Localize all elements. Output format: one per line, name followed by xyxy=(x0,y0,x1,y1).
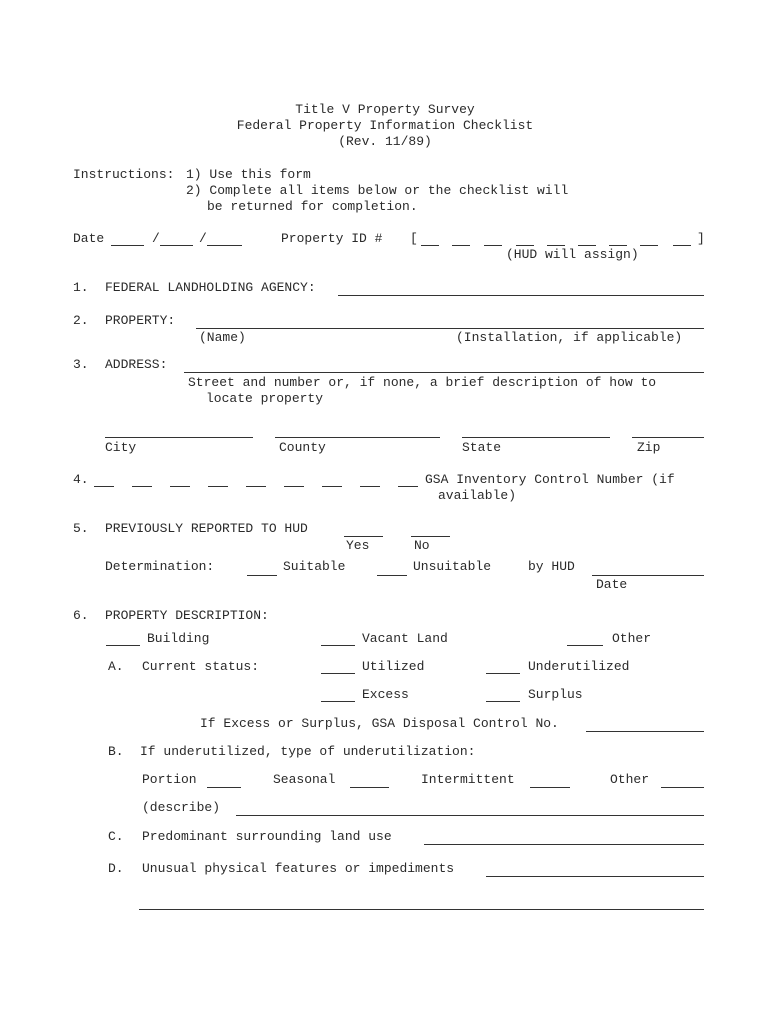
seasonal-label: Seasonal xyxy=(273,772,336,787)
no-caption: No xyxy=(414,538,430,553)
previously-reported-no-field[interactable] xyxy=(411,536,450,537)
instruction-1: 1) Use this form xyxy=(186,167,311,182)
property-id-label: Property ID # xyxy=(281,231,383,246)
section-c-letter: C. xyxy=(108,829,124,844)
gsa-inventory-digit[interactable] xyxy=(170,486,190,487)
instruction-2-continued: be returned for completion. xyxy=(207,199,418,214)
property-id-digit[interactable] xyxy=(578,245,596,246)
property-field[interactable] xyxy=(196,328,704,329)
previously-reported-yes-field[interactable] xyxy=(344,536,383,537)
date-year-field[interactable] xyxy=(207,245,242,246)
determination-date-caption: Date xyxy=(596,577,628,592)
landholding-agency-field[interactable] xyxy=(338,295,704,296)
excess-field[interactable] xyxy=(321,701,355,702)
county-field[interactable] xyxy=(275,437,440,438)
gsa-inventory-digit[interactable] xyxy=(246,486,266,487)
date-label: Date xyxy=(73,231,105,246)
property-id-digit[interactable] xyxy=(452,245,470,246)
vacant-land-field[interactable] xyxy=(321,645,355,646)
form-revision: (Rev. 11/89) xyxy=(338,134,432,149)
hud-assign-note: (HUD will assign) xyxy=(506,247,639,262)
gsa-inventory-digit[interactable] xyxy=(322,486,342,487)
section-d-letter: D. xyxy=(108,861,124,876)
date-month-field[interactable] xyxy=(111,245,144,246)
address-field[interactable] xyxy=(184,372,704,373)
state-caption: State xyxy=(462,440,502,455)
intermittent-field[interactable] xyxy=(530,787,570,788)
property-id-digit[interactable] xyxy=(609,245,627,246)
item-3-number: 3. xyxy=(73,357,89,372)
address-caption-continued: locate property xyxy=(206,391,324,406)
disposal-control-label: If Excess or Surplus, GSA Disposal Control No. xyxy=(200,716,559,731)
excess-label: Excess xyxy=(362,687,409,702)
date-day-field[interactable] xyxy=(160,245,193,246)
instruction-2: 2) Complete all items below or the checklist will xyxy=(186,183,569,198)
surplus-label: Surplus xyxy=(528,687,583,702)
form-title: Title V Property Survey xyxy=(295,102,475,117)
physical-features-field[interactable] xyxy=(486,876,704,877)
date-slash-1: / xyxy=(152,231,160,246)
item-2-number: 2. xyxy=(73,313,89,328)
city-field[interactable] xyxy=(105,437,253,438)
underutilization-other-field[interactable] xyxy=(661,787,704,788)
utilized-label: Utilized xyxy=(362,659,425,674)
disposal-control-field[interactable] xyxy=(586,731,704,732)
intermittent-label: Intermittent xyxy=(421,772,515,787)
property-id-digit[interactable] xyxy=(516,245,534,246)
property-id-open-bracket: [ xyxy=(410,231,418,246)
property-id-digit[interactable] xyxy=(547,245,565,246)
underutilized-label: Underutilized xyxy=(528,659,630,674)
property-name-caption: (Name) xyxy=(199,330,246,345)
surrounding-land-use-label: Predominant surrounding land use xyxy=(142,829,392,844)
gsa-inventory-digit[interactable] xyxy=(94,486,114,487)
vacant-land-label: Vacant Land xyxy=(362,631,448,646)
by-hud-label: by HUD xyxy=(528,559,575,574)
physical-features-label: Unusual physical features or impediments xyxy=(142,861,455,876)
property-id-digit[interactable] xyxy=(673,245,691,246)
underutilization-other-label: Other xyxy=(610,772,650,787)
item-6-number: 6. xyxy=(73,608,89,623)
zip-caption: Zip xyxy=(637,440,661,455)
unsuitable-label: Unsuitable xyxy=(413,559,492,574)
property-id-close-bracket: ] xyxy=(697,231,705,246)
other-type-label: Other xyxy=(612,631,652,646)
address-caption: Street and number or, if none, a brief description of how to xyxy=(188,375,657,390)
previously-reported-label: PREVIOUSLY REPORTED TO HUD xyxy=(105,521,308,536)
underutilized-field[interactable] xyxy=(486,673,520,674)
section-b-letter: B. xyxy=(108,744,124,759)
underutilization-type-label: If underutilized, type of underutilization: xyxy=(140,744,476,759)
unsuitable-field[interactable] xyxy=(377,575,407,576)
zip-field[interactable] xyxy=(632,437,704,438)
form-subtitle: Federal Property Information Checklist xyxy=(236,118,534,133)
surrounding-land-use-field[interactable] xyxy=(424,844,704,845)
date-slash-2: / xyxy=(199,231,207,246)
gsa-inventory-caption-continued: available) xyxy=(438,488,517,503)
yes-caption: Yes xyxy=(346,538,370,553)
describe-field[interactable] xyxy=(236,815,704,816)
gsa-inventory-digit[interactable] xyxy=(398,486,418,487)
address-label: ADDRESS: xyxy=(105,357,168,372)
item-5-number: 5. xyxy=(73,521,89,536)
suitable-field[interactable] xyxy=(247,575,277,576)
instructions-label: Instructions: xyxy=(73,167,175,182)
gsa-inventory-caption: GSA Inventory Control Number (if xyxy=(425,472,675,487)
suitable-label: Suitable xyxy=(283,559,346,574)
gsa-inventory-digit[interactable] xyxy=(284,486,304,487)
utilized-field[interactable] xyxy=(321,673,355,674)
gsa-inventory-digit[interactable] xyxy=(132,486,152,487)
landholding-agency-label: FEDERAL LANDHOLDING AGENCY: xyxy=(105,280,316,295)
seasonal-field[interactable] xyxy=(350,787,389,788)
property-id-digit[interactable] xyxy=(484,245,502,246)
property-description-label: PROPERTY DESCRIPTION: xyxy=(105,608,269,623)
property-installation-caption: (Installation, if applicable) xyxy=(456,330,683,345)
physical-features-continued-field[interactable] xyxy=(139,909,704,910)
describe-label: (describe) xyxy=(142,800,221,815)
gsa-inventory-digit[interactable] xyxy=(360,486,380,487)
determination-date-field[interactable] xyxy=(592,575,704,576)
property-id-digit[interactable] xyxy=(640,245,658,246)
city-caption: City xyxy=(105,440,137,455)
portion-field[interactable] xyxy=(207,787,241,788)
property-id-digit[interactable] xyxy=(421,245,439,246)
building-label: Building xyxy=(147,631,210,646)
state-field[interactable] xyxy=(462,437,610,438)
building-field[interactable] xyxy=(106,645,140,646)
item-4-number: 4. xyxy=(73,472,89,487)
surplus-field[interactable] xyxy=(486,701,520,702)
item-1-number: 1. xyxy=(73,280,89,295)
portion-label: Portion xyxy=(142,772,197,787)
section-a-letter: A. xyxy=(108,659,124,674)
other-type-field[interactable] xyxy=(567,645,603,646)
county-caption: County xyxy=(279,440,326,455)
current-status-label: Current status: xyxy=(142,659,260,674)
gsa-inventory-digit[interactable] xyxy=(208,486,228,487)
determination-label: Determination: xyxy=(105,559,215,574)
property-label: PROPERTY: xyxy=(105,313,176,328)
